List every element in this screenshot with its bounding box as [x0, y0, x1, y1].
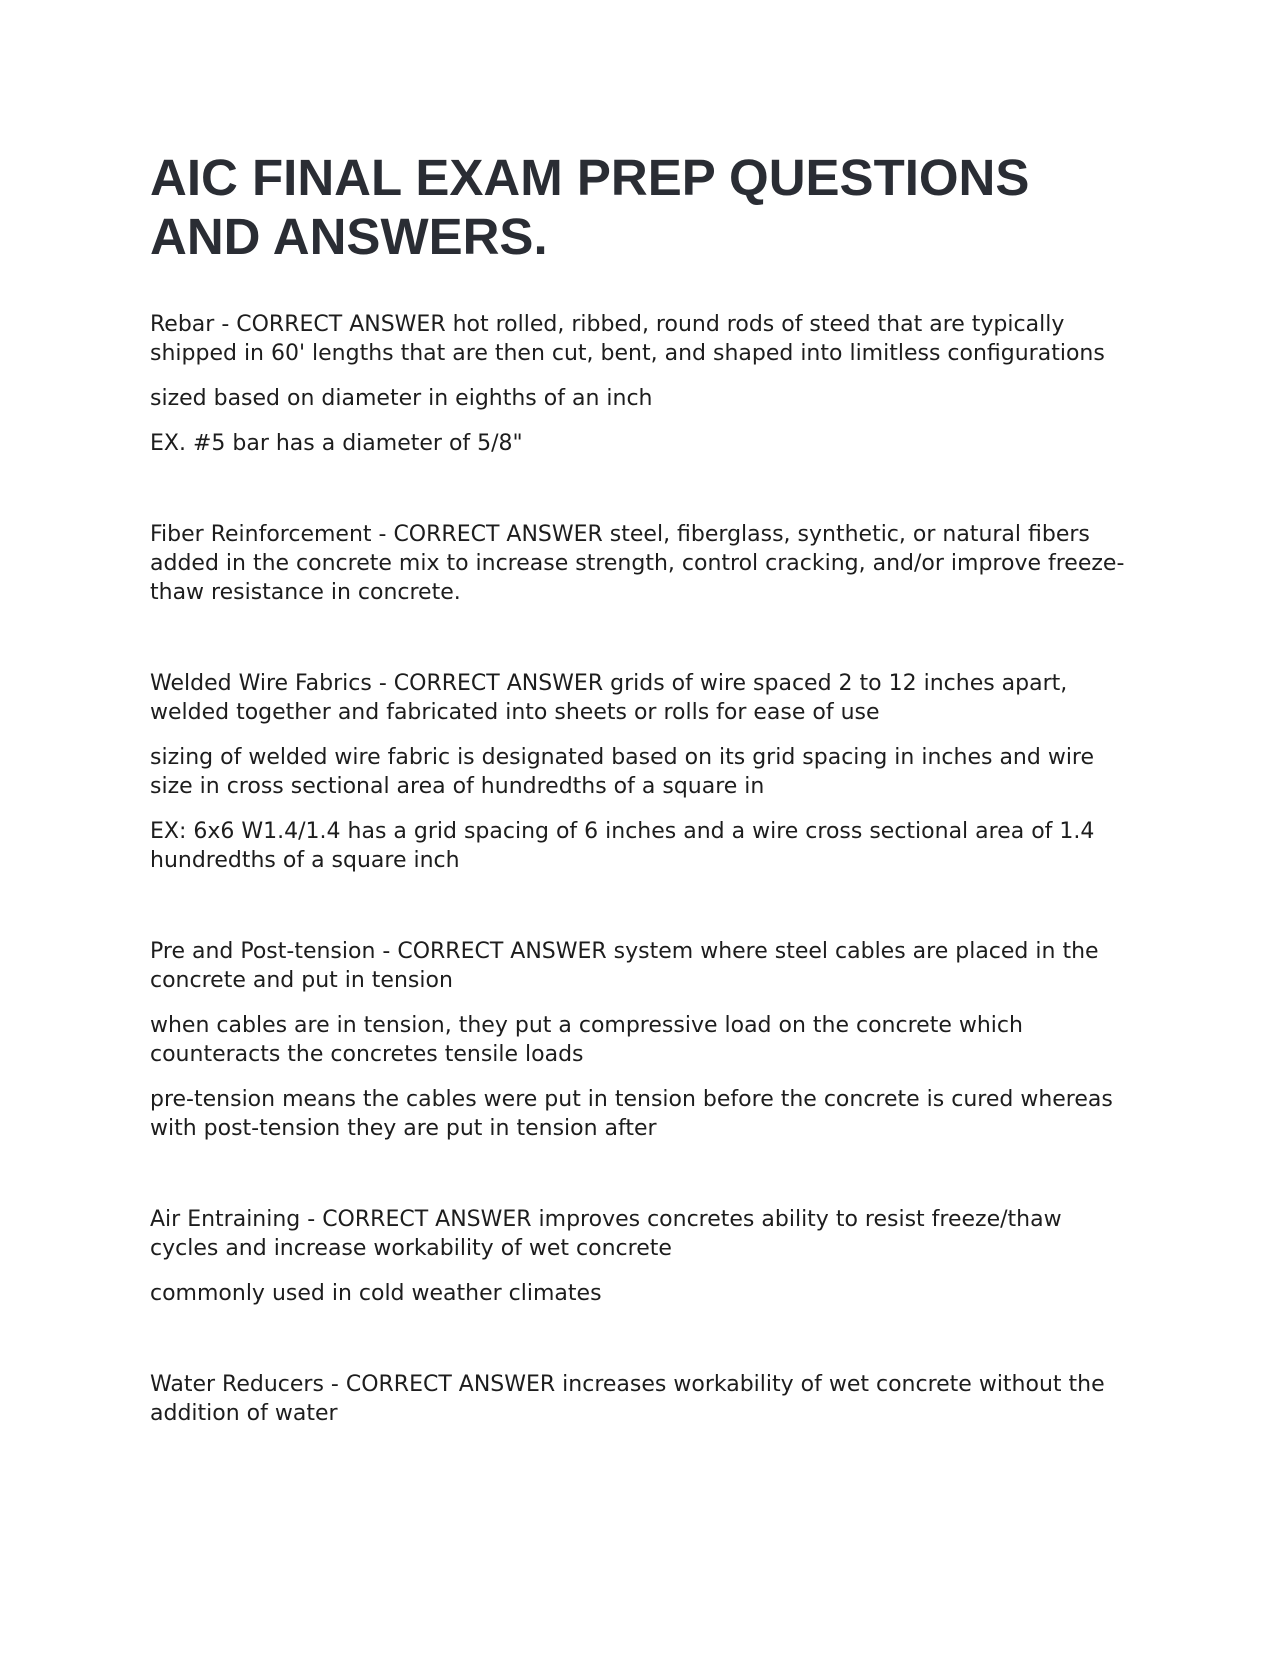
entry-paragraph: Air Entraining - CORRECT ANSWER improves concretes ability to resist freeze/thaw cycles and increase workability of wet concrete	[150, 1207, 1062, 1261]
entry-pre-and-post-tension	[150, 937, 1130, 1143]
entry-paragraph: pre-tension means the cables were put in tension before the concrete is cured whereas with post-tension they are put in tension after	[150, 1087, 1113, 1141]
entry-paragraph: when cables are in tension, they put a compressive load on the concrete which counteracts the concretes tensile loads	[150, 1013, 1023, 1067]
entry-air-entraining	[150, 1205, 1130, 1308]
entry-water-reducers	[150, 1370, 1130, 1428]
entry-paragraph: Fiber Reinforcement - CORRECT ANSWER steel, fiberglass, synthetic, or natural fibers added in the concrete mix to increase strength, control cracking, and/or improve freeze-thaw resistance in concrete.	[150, 522, 1125, 605]
entry-paragraph: commonly used in cold weather climates	[150, 1281, 602, 1306]
entry-paragraph: EX: 6x6 W1.4/1.4 has a grid spacing of 6 inches and a wire cross sectional area of 1.4 hundredths of a square inch	[150, 819, 1095, 873]
entry-paragraph: sized based on diameter in eighths of an inch	[150, 386, 653, 411]
page-title: AIC FINAL EXAM PREP QUESTIONS AND ANSWERS.	[150, 149, 1030, 265]
entry-paragraph: sizing of welded wire fabric is designated based on its grid spacing in inches and wire size in cross sectional area of hundredths of a square in	[150, 745, 1095, 799]
entry-paragraph: EX. #5 bar has a diameter of 5/8"	[150, 431, 523, 456]
entry-welded-wire-fabrics	[150, 669, 1130, 875]
entry-paragraph: Water Reducers - CORRECT ANSWER increases workability of wet concrete without the addition of water	[150, 1372, 1105, 1426]
entry-paragraph: Welded Wire Fabrics - CORRECT ANSWER grids of wire spaced 2 to 12 inches apart, welded together and fabricated into sheets or rolls for ease of use	[150, 671, 1068, 725]
entry-paragraph: Rebar - CORRECT ANSWER hot rolled, ribbed, round rods of steed that are typically shipped in 60' lengths that are then cut, bent, and shaped into limitless configurations	[150, 312, 1105, 366]
entry-fiber-reinforcement	[150, 520, 1130, 607]
entry-rebar	[150, 310, 1130, 458]
entry-paragraph: Pre and Post-tension - CORRECT ANSWER system where steel cables are placed in the concrete and put in tension	[150, 939, 1099, 993]
